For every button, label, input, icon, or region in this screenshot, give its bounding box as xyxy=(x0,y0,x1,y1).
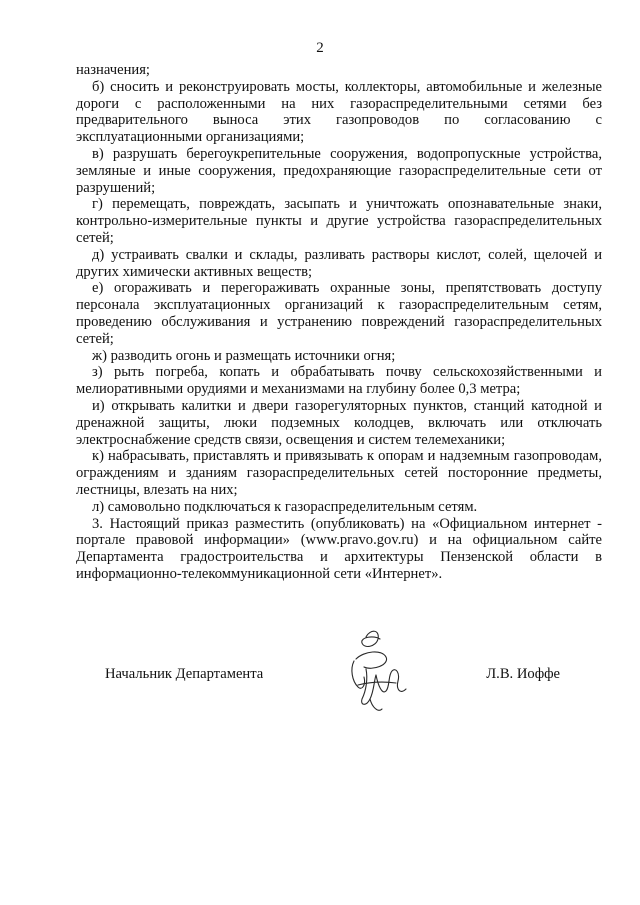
paragraph-item-d: д) устраивать свалки и склады, разливать растворы кислот, солей, щелочей и других химически активных веществ; xyxy=(76,246,602,280)
paragraph-point-3: 3. Настоящий приказ разместить (опубликовать) на «Официальном интернет - портале правовой информации» (www.pravo.gov.ru) и на официальном сайте Департамента градостроительства и архитектуры Пензенской области в информационно-телекоммуникационной сети «Интернет». xyxy=(76,515,602,582)
paragraph-item-l: л) самовольно подключаться к газораспределительным сетям. xyxy=(92,498,478,515)
page-number: 2 xyxy=(316,40,324,56)
paragraph-item-zh: ж) разводить огонь и размещать источники огня; xyxy=(92,347,396,364)
paragraph-item-e: е) огораживать и перегораживать охранные зоны, препятствовать доступу персонала эксплуатационных организаций к газораспределительным сетям, проведению обслуживания и устранению повреждений газораспределительных сетей; xyxy=(76,280,602,347)
paragraph-item-i: и) открывать калитки и двери газорегуляторных пунктов, станций катодной и дренажной защиты, люки подземных колодцев, включать или отключать электроснабжение средств связи, освещения и систем телемеханики; xyxy=(76,397,602,448)
signatory-title: Начальник Департамента xyxy=(105,666,264,682)
paragraph-item-z: з) рыть погреба, копать и обрабатывать почву сельскохозяйственными и мелиоративными орудиями и механизмами на глубину более 0,3 метра; xyxy=(76,364,602,398)
paragraph-continuation: назначения; xyxy=(76,62,150,78)
signatory-name: Л.В. Иоффе xyxy=(486,666,560,682)
paragraph-item-g: г) перемещать, повреждать, засыпать и уничтожать опознавательные знаки, контрольно-измерительные пункты и другие устройства газораспределительных сетей; xyxy=(76,196,602,246)
paragraph-item-v: в) разрушать берегоукрепительные сооружения, водопропускные устройства, земляные и иные сооружения, предохраняющие газораспределительные сети от разрушений; xyxy=(76,145,602,196)
handwritten-signature xyxy=(336,625,412,717)
paragraph-item-k: к) набрасывать, приставлять и привязывать к опорам и надземным газопроводам, ограждениям и зданиям газораспределительных сетей посторонние предметы, лестницы, влезать на них; xyxy=(76,448,602,498)
document-body xyxy=(76,62,602,583)
paragraph-item-b: б) сносить и реконструировать мосты, коллекторы, автомобильные и железные дороги с расположенными на них газораспределительными сетями без предварительного выноса этих газопроводов по согласованию с эксплуатационными организациями; xyxy=(76,78,602,146)
signature-block xyxy=(105,666,560,688)
